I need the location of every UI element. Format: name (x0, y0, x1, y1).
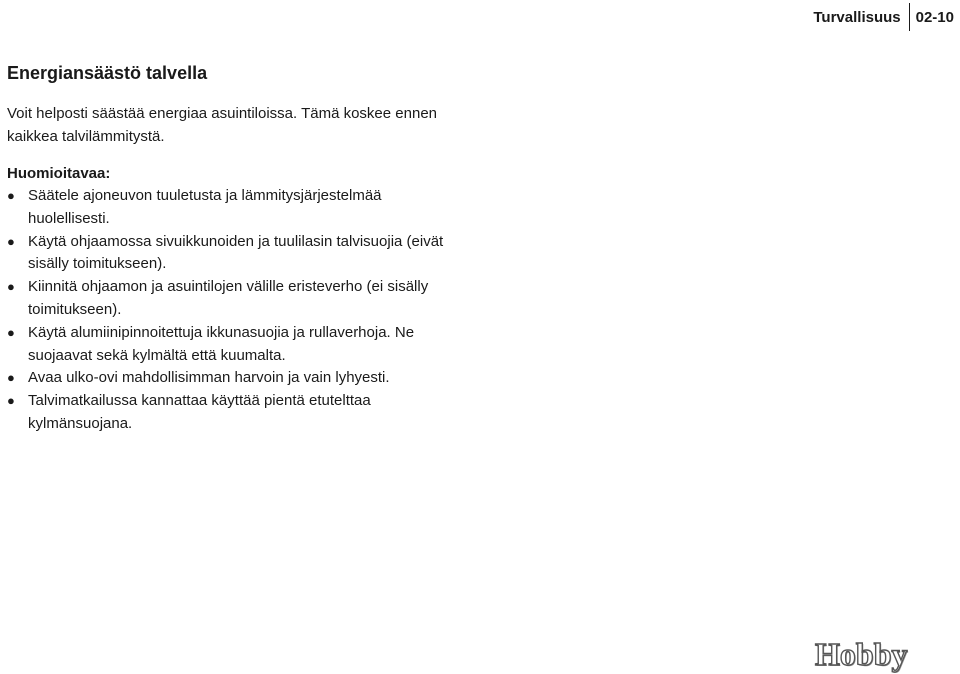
section-title: Turvallisuus (813, 8, 901, 26)
list-item (7, 322, 447, 368)
list-item-text: Talvimatkailussa kannattaa käyttää pientä etutelttaa kylmänsuojana. (28, 392, 371, 432)
hobby-logo: Hobby (815, 636, 908, 672)
page-number: 02-10 (915, 8, 954, 26)
bullet-icon: ● (7, 279, 15, 295)
note-heading: Huomioitavaa: (7, 165, 111, 182)
bullet-icon: ● (7, 233, 15, 249)
main-content (7, 60, 447, 436)
list-item-text: Kiinnitä ohjaamon ja asuintilojen välille eristeverho (ei sisälly toimitukseen). (28, 278, 429, 318)
notes-list (7, 185, 447, 436)
page-header (813, 3, 954, 31)
bullet-icon: ● (7, 393, 15, 409)
bullet-icon: ● (7, 188, 15, 203)
list-item-text: Käytä ohjaamossa sivuikkunoiden ja tuulilasin talvisuojia (eivät sisälly toimitukseen). (28, 232, 444, 273)
list-item (7, 185, 447, 231)
list-item (7, 390, 447, 436)
intro-paragraph: Voit helposti säästää energiaa asuintiloissa. Tämä koskee ennen kaikkea talvilämmitystä. (7, 105, 437, 145)
bullet-icon: ● (7, 370, 15, 386)
list-item-text: Säätele ajoneuvon tuuletusta ja lämmitysjärjestelmää huolellisesti. (28, 187, 382, 227)
list-item-text: Käytä alumiinipinnoitettuja ikkunasuojia ja rullaverhoja. Ne suojaavat sekä kylmältä että kuumalta. (28, 323, 415, 364)
list-item (7, 231, 447, 277)
list-item (7, 276, 447, 322)
page-title: Energiansäästö talvella (7, 63, 208, 83)
list-item-text: Avaa ulko-ovi mahdollisimman harvoin ja vain lyhyesti. (28, 369, 390, 387)
bullet-icon: ● (7, 324, 15, 340)
list-item (7, 367, 447, 390)
